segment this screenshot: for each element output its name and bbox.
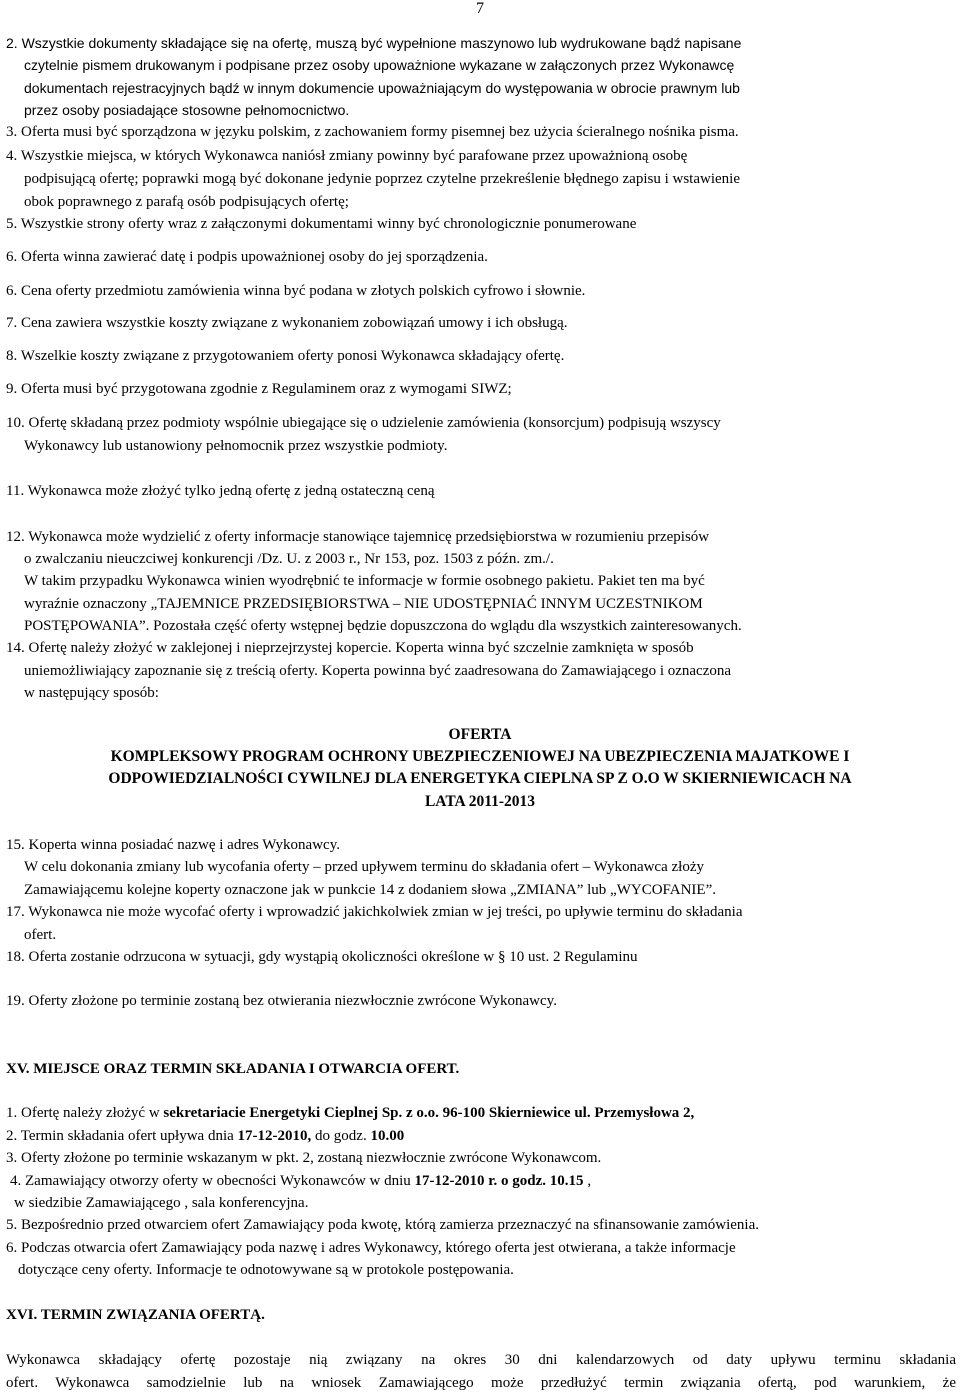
envelope-label-line: OFERTA: [448, 726, 512, 743]
text-line: 14. Ofertę należy złożyć w zaklejonej i nieprzejrzystej kopercie. Koperta winna być szczelnie zamknięta w sposób: [6, 640, 694, 656]
text-line: 12. Wykonawca może wydzielić z oferty informacje stanowiące tajemnicę przedsiębiorstwa w rozumieniu przepisów: [6, 529, 710, 545]
text-line: W celu dokonania zmiany lub wycofania oferty – przed upływem terminu do składania ofert – Wykonawca złoży: [24, 859, 704, 875]
text-line: 17. Wykonawca nie może wycofać oferty i wprowadzić jakichkolwiek zmian w jej treści, po upływie terminu do składania: [6, 904, 743, 920]
envelope-label-line: ODPOWIEDZIALNOŚCI CYWILNEJ DLA ENERGETYKA CIEPLNA SP Z O.O W SKIERNIEWICACH NA: [108, 770, 852, 787]
text-line: 18. Oferta zostanie odrzucona w sytuacji, gdy wystąpią okoliczności określone w § 10 ust. 2 Regulaminu: [6, 949, 638, 965]
text-line: uniemożliwiający zapoznanie się z treścią oferty. Koperta powinna być zaadresowana do Zamawiającego i oznaczona: [24, 663, 732, 679]
text-line: 3. Oferty złożone po terminie wskazanym w pkt. 2, zostaną niezwłocznie zwrócone Wykonawcom.: [6, 1150, 602, 1166]
text-line: POSTĘPOWANIA”. Pozostała część oferty wstępnej będzie dopuszczona do wglądu dla wszystkich zainteresowanych.: [24, 618, 742, 634]
text-line: 6. Oferta winna zawierać datę i podpis upoważnionej osoby do jej sporządzenia.: [6, 249, 488, 265]
text-line: ofert. Wykonawca samodzielnie lub na wniosek Zamawiającego może przedłużyć termin związania ofertą, pod warunkiem, że: [6, 1375, 956, 1391]
text-line: 1. Ofertę należy złożyć w sekretariacie Energetyki Cieplnej Sp. z o.o. 96-100 Skierniewice ul. Przemysłowa 2,: [6, 1105, 695, 1121]
text-line: przez osoby posiadające stosowne pełnomocnictwo.: [24, 102, 350, 118]
page-number: 7: [476, 0, 484, 17]
text-line: W takim przypadku Wykonawca winien wyodrębnić te informacje w formie osobnego pakietu. Pakiet ten ma być: [24, 573, 705, 589]
text-line: podpisującą ofertę; poprawki mogą być dokonane jedynie poprzez czytelne przekreślenie błędnego zapisu i wstawienie: [24, 171, 740, 187]
text-line: dokumentach rejestracyjnych bądź w innym dokumencie upoważniającym do występowania w obrocie prawnym lub: [24, 80, 740, 96]
text-line: 19. Oferty złożone po terminie zostaną bez otwierania niezwłocznie zwrócone Wykonawcy.: [6, 993, 557, 1009]
text-line: 2. Termin składania ofert upływa dnia 17-12-2010, do godz. 10.00: [6, 1128, 405, 1144]
envelope-label-line: LATA 2011-2013: [424, 793, 536, 810]
text-line: Wykonawca składający ofertę pozostaje nią związany na okres 30 dni kalendarzowych od daty upływu terminu składania: [6, 1352, 956, 1368]
text-line: obok poprawnego z parafą osób podpisujących ofertę;: [24, 194, 349, 210]
text-line: 4. Zamawiający otworzy oferty w obecności Wykonawców w dniu 17-12-2010 r. o godz. 10.15 ,: [10, 1173, 592, 1189]
text-line: 6. Podczas otwarcia ofert Zamawiający poda nazwę i adres Wykonawcy, którego oferta jest otwierana, a także informacje: [6, 1240, 736, 1256]
text-line: 3. Oferta musi być sporządzona w języku polskim, z zachowaniem formy pisemnej bez użycia ścieralnego nośnika pisma.: [6, 124, 739, 140]
text-line: w następujący sposób:: [24, 685, 159, 701]
text-line: 10. Ofertę składaną przez podmioty wspólnie ubiegające się o udzielenie zamówienia (konsorcjum) podpisują wszyscy: [6, 415, 721, 431]
text-line: 2. Wszystkie dokumenty składające się na ofertę, muszą być wypełnione maszynowo lub wydrukowane bądź napisane: [6, 35, 742, 51]
section-heading: XV. MIEJSCE ORAZ TERMIN SKŁADANIA I OTWARCIA OFERT.: [6, 1061, 460, 1077]
section-heading: XVI. TERMIN ZWIĄZANIA OFERTĄ.: [6, 1307, 265, 1323]
text-line: 5. Bezpośrednio przed otwarciem ofert Zamawiający poda kwotę, którą zamierza przeznaczyć na sfinansowanie zamówienia.: [6, 1217, 759, 1233]
text-line: 6. Cena oferty przedmiotu zamówienia winna być podana w złotych polskich cyfrowo i słownie.: [6, 283, 586, 299]
envelope-label-line: KOMPLEKSOWY PROGRAM OCHRONY UBEZPIECZENIOWEJ NA UBEZPIECZENIA MAJATKOWE I: [110, 748, 850, 765]
text-line: czytelnie pismem drukowanym i podpisane przez osoby upoważnione wykazane w załączonych przez Wykonawcę: [24, 57, 735, 73]
text-line: w siedzibie Zamawiającego , sala konferencyjna.: [14, 1195, 309, 1211]
text-line: 7. Cena zawiera wszystkie koszty związane z wykonaniem zobowiązań umowy i ich obsługą.: [6, 315, 568, 331]
text-line: Wykonawcy lub ustanowiony pełnomocnik przez wszystkie podmioty.: [24, 438, 448, 454]
text-line: 11. Wykonawca może złożyć tylko jedną ofertę z jedną ostateczną ceną: [6, 483, 435, 499]
text-line: 8. Wszelkie koszty związane z przygotowaniem oferty ponosi Wykonawca składający ofertę.: [6, 348, 565, 364]
text-line: 5. Wszystkie strony oferty wraz z załączonymi dokumentami winny być chronologicznie ponumerowane: [6, 216, 637, 232]
text-line: wyraźnie oznaczony „TAJEMNICE PRZEDSIĘBIORSTWA – NIE UDOSTĘPNIAĆ INNYM UCZESTNIKOM: [24, 596, 703, 612]
text-line: 9. Oferta musi być przygotowana zgodnie z Regulaminem oraz z wymogami SIWZ;: [6, 381, 512, 397]
text-line: 4. Wszystkie miejsca, w których Wykonawca naniósł zmiany powinny być parafowane przez upoważnioną osobę: [6, 148, 688, 164]
text-line: ofert.: [24, 927, 57, 943]
text-line: 15. Koperta winna posiadać nazwę i adres Wykonawcy.: [6, 837, 340, 853]
text-line: o zwalczaniu nieuczciwej konkurencji /Dz. U. z 2003 r., Nr 153, poz. 1503 z późn. zm./.: [24, 551, 554, 567]
text-line: Zamawiającemu kolejne koperty oznaczone jak w punkcie 14 z dodaniem słowa „ZMIANA” lub „WYCOFANIE”.: [24, 882, 716, 898]
text-line: dotyczące ceny oferty. Informacje te odnotowywane są w protokole postępowania.: [18, 1262, 514, 1278]
